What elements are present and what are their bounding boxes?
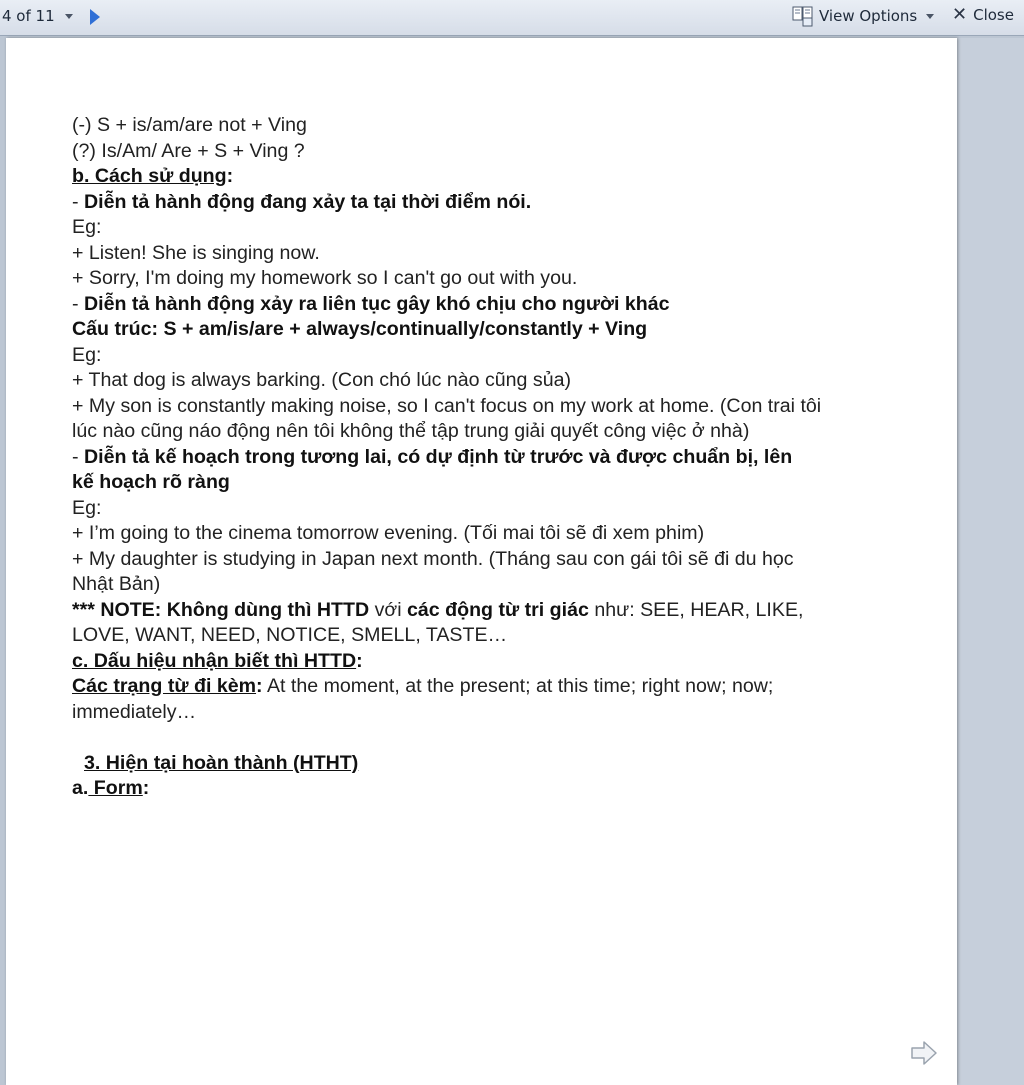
close-icon: ✕ — [952, 4, 968, 25]
play-next-icon[interactable] — [90, 9, 100, 25]
bold-text: các động từ tri giác — [407, 598, 589, 621]
section-heading-b — [72, 164, 892, 190]
close-label: Close — [973, 6, 1014, 24]
text-line: Nhật Bản) — [72, 573, 161, 595]
text-line: + My son is constantly making noise, so I can't focus on my work at home. (Con trai tôi — [72, 394, 822, 417]
page-counter-label: 4 of 11 — [2, 7, 55, 25]
plain-text: với — [369, 598, 408, 621]
blank-line — [72, 725, 892, 751]
text-line — [72, 190, 892, 216]
subheading-colon: : — [142, 777, 150, 799]
subheading-text: Form — [88, 777, 143, 799]
text-line: + Listen! She is singing now. — [72, 241, 320, 264]
dash: - — [72, 292, 84, 315]
page-background-right — [957, 38, 1024, 1085]
text-line: + My daughter is studying in Japan next month. (Tháng sau con gái tôi sẽ đi du học — [72, 547, 794, 570]
page-counter[interactable] — [2, 7, 73, 25]
view-options-button[interactable] — [792, 5, 934, 27]
plain-text: At the moment, at the present; at this time; right now; now; — [262, 675, 774, 697]
close-button[interactable] — [952, 6, 1014, 24]
view-options-label: View Options — [819, 7, 918, 25]
chevron-down-icon[interactable] — [65, 14, 73, 19]
heading-colon: : — [356, 649, 363, 672]
colon: : — [256, 675, 263, 697]
subheading-form — [72, 776, 892, 802]
section-heading-3 — [72, 751, 892, 777]
dash: - — [72, 445, 84, 468]
subheading-prefix: a. — [72, 777, 89, 799]
text-line — [72, 674, 892, 700]
note-line — [72, 598, 892, 624]
bold-text: *** NOTE: Không dùng thì HTTD — [72, 598, 370, 621]
reading-toolbar — [0, 0, 1024, 36]
text-line — [72, 292, 892, 318]
text-line: Eg: — [72, 343, 102, 366]
text-line: + I’m going to the cinema tomorrow evening. (Tối mai tôi sẽ đi xem phim) — [72, 522, 705, 544]
document-body — [72, 113, 892, 802]
text-line: kế hoạch rõ ràng — [72, 471, 230, 493]
bold-text: Diễn tả hành động đang xảy ta tại thời điểm nói. — [83, 190, 532, 213]
heading-text: c. Dấu hiệu nhận biết thì HTTD — [72, 649, 357, 672]
text-line: + Sorry, I'm doing my homework so I can't go out with you. — [72, 267, 578, 289]
text-line: LOVE, WANT, NEED, NOTICE, SMELL, TASTE… — [72, 624, 508, 646]
section-heading-c — [72, 649, 892, 675]
dash: - — [72, 190, 84, 213]
text-line: + That dog is always barking. (Con chó lúc nào cũng sủa) — [72, 369, 572, 391]
next-page-arrow-icon[interactable] — [910, 1040, 938, 1066]
text-line: Eg: — [72, 496, 102, 519]
bold-text: Diễn tả kế hoạch trong tương lai, có dự định từ trước và được chuẩn bị, lên — [83, 445, 793, 468]
bold-text: Diễn tả hành động xảy ra liên tục gây khó chịu cho người khác — [83, 292, 670, 315]
view-options-icon — [792, 5, 814, 27]
structure-line: Cấu trúc: S + am/is/are + always/continually/constantly + Ving — [72, 318, 648, 340]
text-line: lúc nào cũng náo động nên tôi không thể tập trung giải quyết công việc ở nhà) — [72, 420, 750, 442]
text-line: (-) S + is/am/are not + Ving — [72, 114, 307, 136]
text-line — [72, 445, 892, 471]
text-line: immediately… — [72, 700, 197, 723]
heading-colon: : — [226, 165, 234, 187]
view-options-caret-icon — [926, 14, 934, 19]
heading-text: 3. Hiện tại hoàn thành (HTHT) — [84, 751, 359, 774]
text-line: Eg: — [72, 216, 102, 238]
plain-text: như: SEE, HEAR, LIKE, — [588, 598, 804, 621]
bold-underlined-text: Các trạng từ đi kèm — [72, 675, 257, 697]
text-line: (?) Is/Am/ Are + S + Ving ? — [72, 139, 305, 162]
heading-text: b. Cách sử dụng — [72, 165, 227, 187]
